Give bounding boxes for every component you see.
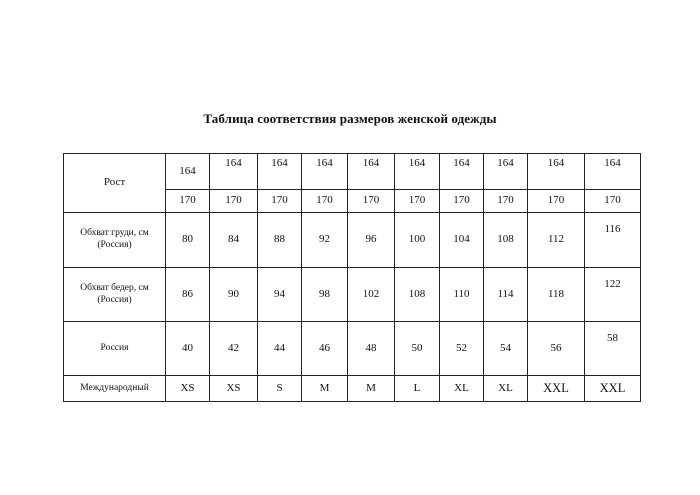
height-top-cell: 164 [258, 154, 302, 190]
bust-cell: 112 [528, 213, 585, 268]
intl-cell: M [302, 376, 348, 402]
height-bottom-cell: 170 [166, 190, 210, 213]
row-label-height: Рост [64, 154, 166, 213]
height-bottom-cell: 170 [348, 190, 395, 213]
height-bottom-cell: 170 [395, 190, 440, 213]
hips-cell: 90 [210, 268, 258, 322]
table-row-russia [64, 322, 641, 376]
size-table [63, 153, 641, 402]
russia-cell: 58 [585, 322, 641, 376]
table-row-hips [64, 268, 641, 322]
height-top-cell: 164 [166, 154, 210, 190]
bust-cell: 116 [585, 213, 641, 268]
hips-cell: 102 [348, 268, 395, 322]
table-row-bust [64, 213, 641, 268]
row-label-international: Международный [64, 376, 166, 402]
bust-cell: 100 [395, 213, 440, 268]
bust-cell: 96 [348, 213, 395, 268]
bust-cell: 92 [302, 213, 348, 268]
height-top-cell: 164 [210, 154, 258, 190]
height-bottom-cell: 170 [528, 190, 585, 213]
russia-cell: 42 [210, 322, 258, 376]
russia-cell: 46 [302, 322, 348, 376]
russia-cell: 48 [348, 322, 395, 376]
row-label-hips [64, 268, 166, 322]
russia-cell: 54 [484, 322, 528, 376]
page-title: Таблица соответствия размеров женской одежды [203, 111, 497, 126]
height-top-cell: 164 [484, 154, 528, 190]
height-top-cell: 164 [348, 154, 395, 190]
table-row-height-top [64, 154, 641, 190]
russia-cell: 50 [395, 322, 440, 376]
hips-cell: 114 [484, 268, 528, 322]
hips-label-line2: (Россия) [97, 294, 132, 305]
bust-cell: 88 [258, 213, 302, 268]
bust-cell: 108 [484, 213, 528, 268]
bust-cell: 80 [166, 213, 210, 268]
height-bottom-cell: 170 [210, 190, 258, 213]
intl-cell: XS [210, 376, 258, 402]
height-bottom-cell: 170 [484, 190, 528, 213]
table-row-international [64, 376, 641, 402]
height-top-cell: 164 [440, 154, 484, 190]
intl-cell: XS [166, 376, 210, 402]
hips-label-line1: Обхват бедер, см [80, 282, 149, 293]
height-top-cell: 164 [528, 154, 585, 190]
intl-cell: XL [484, 376, 528, 402]
bust-label-line1: Обхват груди, см [80, 228, 149, 239]
hips-cell: 94 [258, 268, 302, 322]
height-bottom-cell: 170 [440, 190, 484, 213]
bust-cell: 84 [210, 213, 258, 268]
hips-cell: 108 [395, 268, 440, 322]
hips-cell: 110 [440, 268, 484, 322]
hips-cell: 118 [528, 268, 585, 322]
row-label-bust [64, 213, 166, 268]
height-bottom-cell: 170 [302, 190, 348, 213]
height-bottom-cell: 170 [585, 190, 641, 213]
russia-cell: 52 [440, 322, 484, 376]
intl-cell: L [395, 376, 440, 402]
russia-cell: 56 [528, 322, 585, 376]
intl-cell: XL [440, 376, 484, 402]
russia-cell: 44 [258, 322, 302, 376]
russia-cell: 40 [166, 322, 210, 376]
height-top-cell: 164 [395, 154, 440, 190]
intl-cell: XXL [585, 376, 641, 402]
hips-cell: 122 [585, 268, 641, 322]
height-top-cell: 164 [585, 154, 641, 190]
hips-cell: 98 [302, 268, 348, 322]
row-label-russia: Россия [64, 322, 166, 376]
bust-cell: 104 [440, 213, 484, 268]
intl-cell: M [348, 376, 395, 402]
hips-cell: 86 [166, 268, 210, 322]
height-bottom-cell: 170 [258, 190, 302, 213]
intl-cell: XXL [528, 376, 585, 402]
height-top-cell: 164 [302, 154, 348, 190]
intl-cell: S [258, 376, 302, 402]
bust-label-line2: (Россия) [97, 240, 132, 250]
